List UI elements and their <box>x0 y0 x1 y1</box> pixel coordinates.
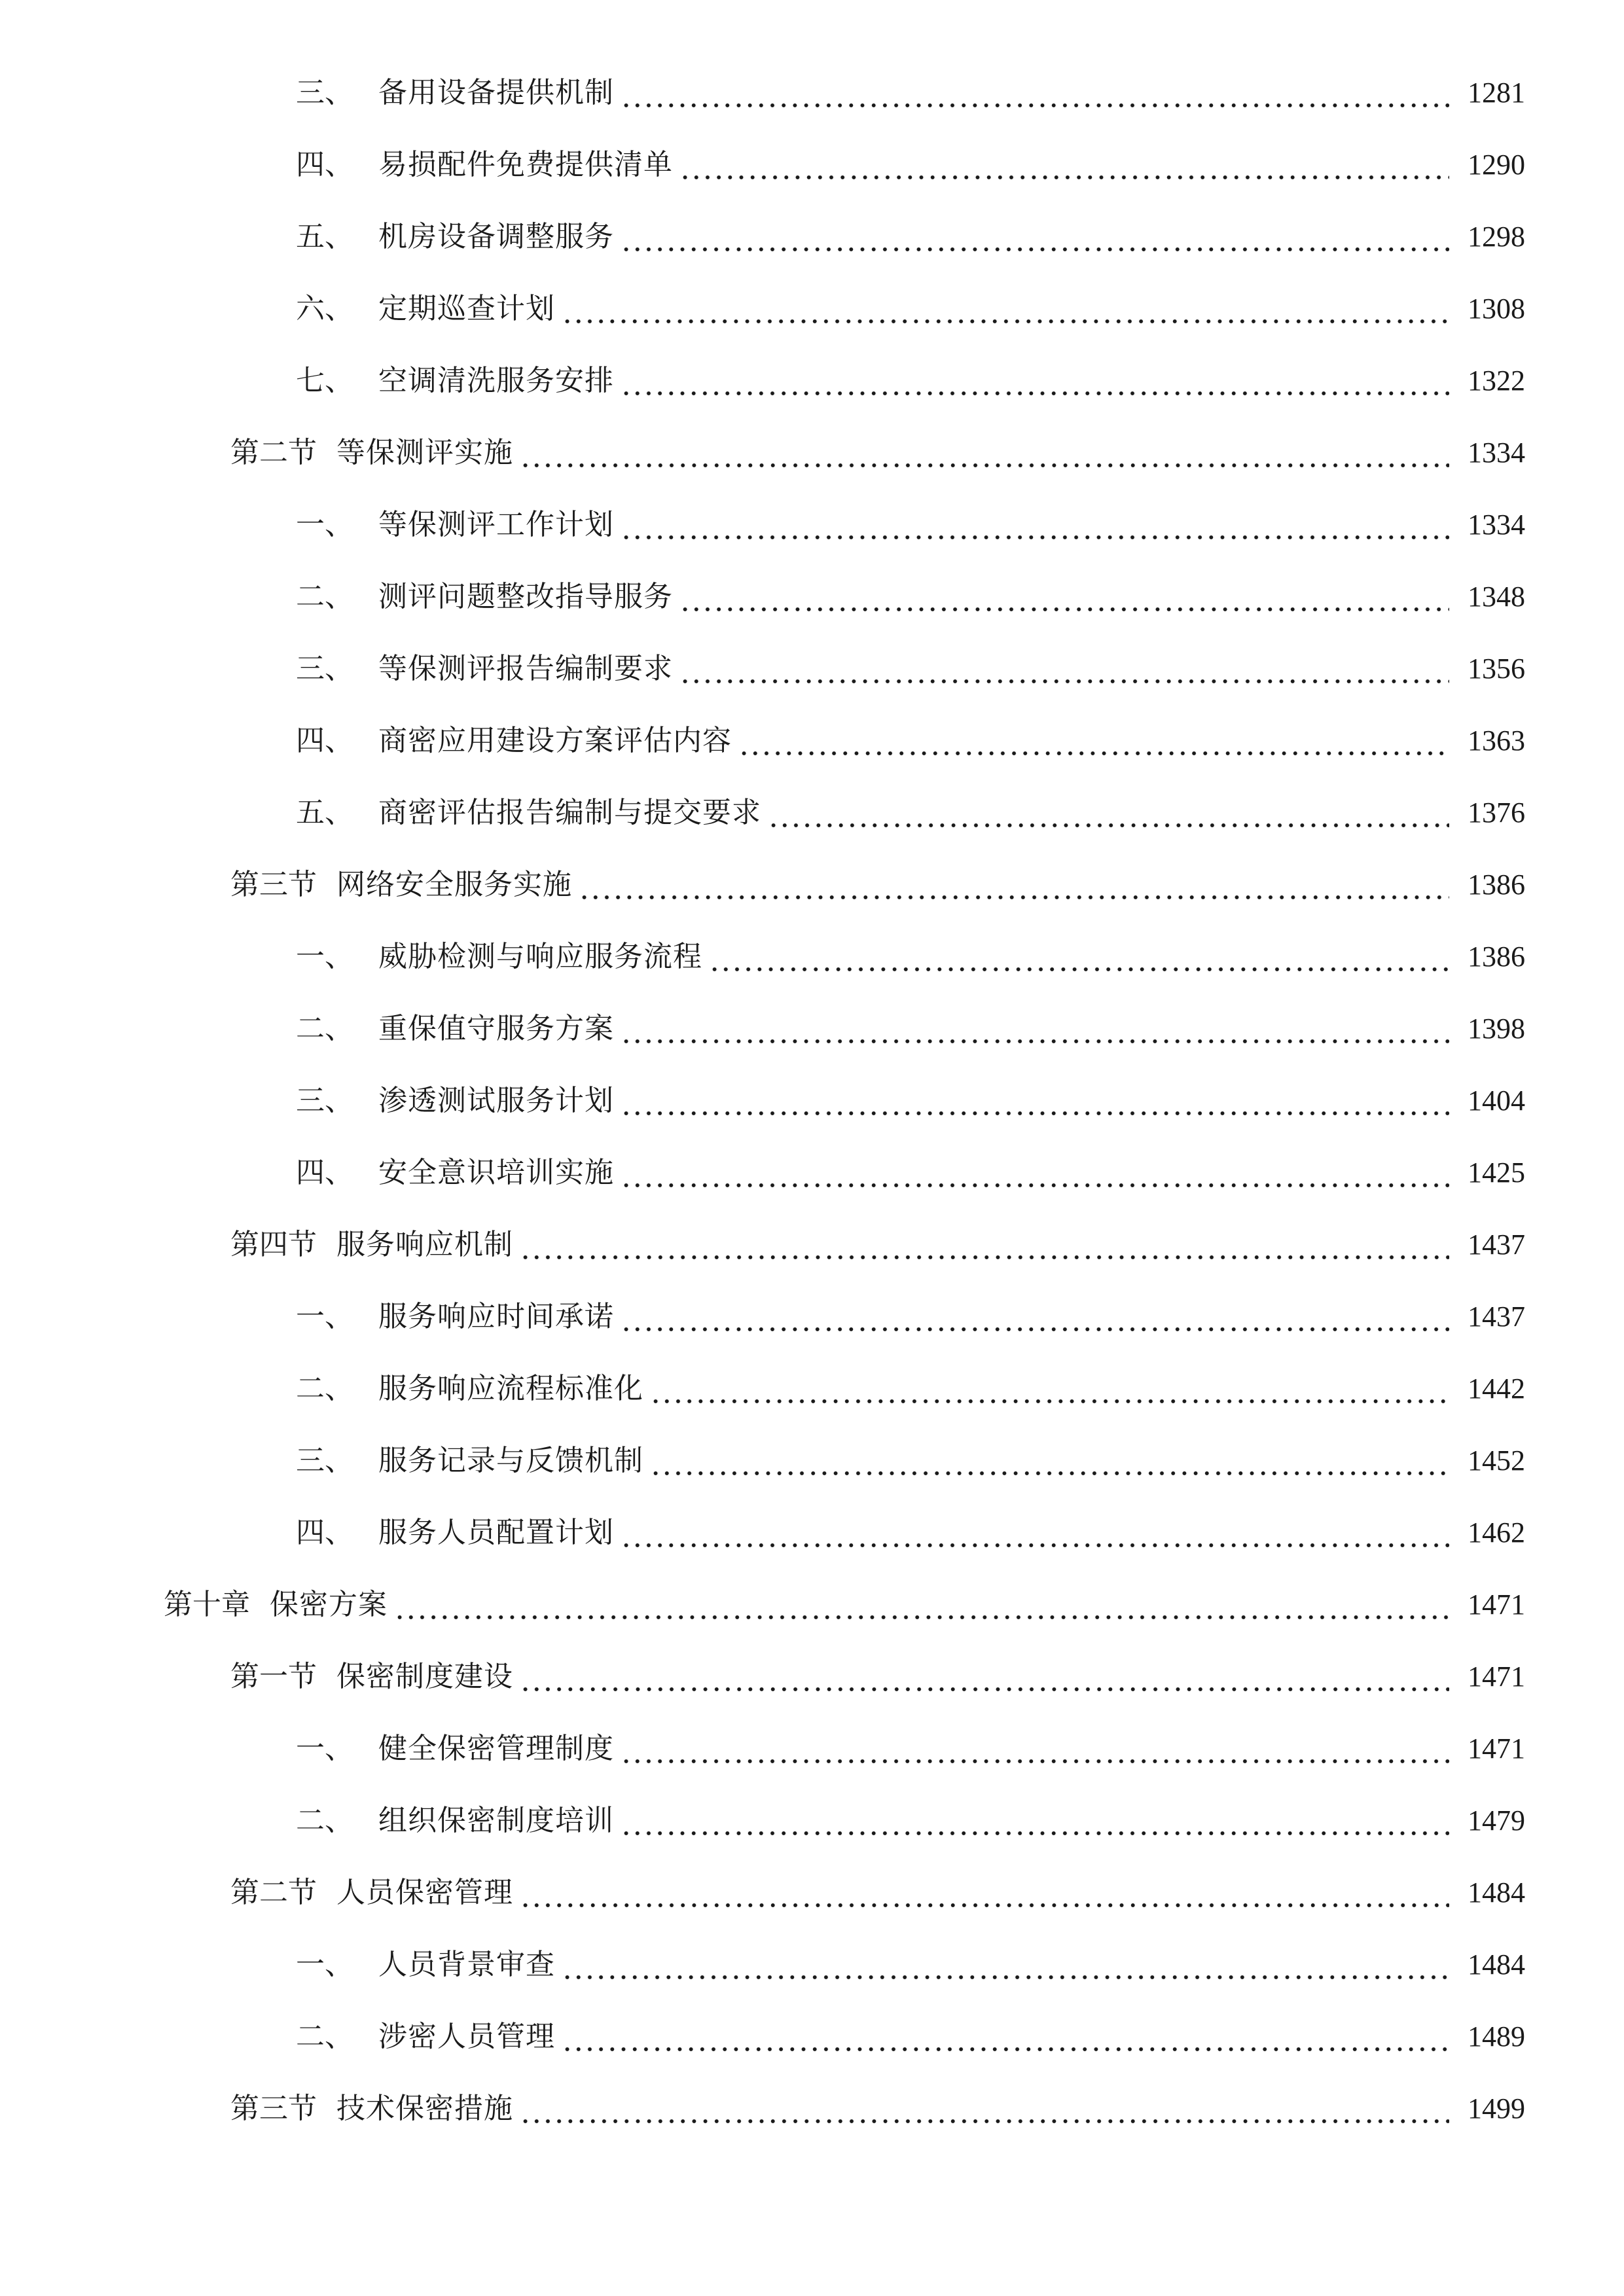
dot-leader <box>520 1219 1449 1271</box>
toc-entry-item[interactable] <box>296 139 1525 191</box>
toc-entry-page-number: 1471 <box>1468 1588 1525 1621</box>
toc-entry-title: 保密方案 <box>270 1588 388 1621</box>
toc-entry-title: 网络安全服务实施 <box>336 868 572 901</box>
toc-entry-section[interactable] <box>230 427 1525 479</box>
toc-entry-page-number: 1376 <box>1468 797 1525 829</box>
toc-entry-item[interactable] <box>296 787 1525 839</box>
dot-leader <box>709 931 1449 983</box>
toc-entry-title: 机房设备调整服务 <box>378 220 614 253</box>
toc-entry-number: 一、 <box>296 1732 353 1765</box>
toc-entry-page-number: 1290 <box>1468 149 1525 181</box>
toc-entry-number: 四、 <box>296 724 353 757</box>
toc-entry-item[interactable] <box>296 355 1525 407</box>
toc-entry-page-number: 1462 <box>1468 1516 1525 1549</box>
toc-entry-title: 人员背景审查 <box>378 1948 555 1981</box>
toc-entry-item[interactable] <box>296 643 1525 695</box>
toc-entry-item[interactable] <box>296 1003 1525 1055</box>
toc-entry-title: 安全意识培训实施 <box>378 1156 614 1189</box>
dot-leader <box>579 859 1449 911</box>
dot-leader <box>394 1579 1449 1631</box>
toc-entry-number: 一、 <box>296 1948 353 1981</box>
toc-entry-number: 一、 <box>296 940 353 973</box>
toc-entry-title: 等保测评实施 <box>336 436 513 469</box>
toc-entry-title: 人员保密管理 <box>336 1876 513 1909</box>
dot-leader <box>520 427 1449 479</box>
toc-entry-section[interactable] <box>230 1651 1525 1703</box>
toc-entry-number: 二、 <box>296 2020 353 2053</box>
toc-entry-page-number: 1322 <box>1468 365 1525 397</box>
toc-entry-page-number: 1334 <box>1468 437 1525 469</box>
dot-leader <box>562 2011 1449 2063</box>
toc-entry-title: 备用设备提供机制 <box>378 76 614 109</box>
toc-entry-title: 服务人员配置计划 <box>378 1516 614 1549</box>
toc-entry-number: 第三节 <box>230 868 317 901</box>
toc-entry-page-number: 1404 <box>1468 1085 1525 1117</box>
dot-leader <box>650 1435 1449 1487</box>
dot-leader <box>621 67 1449 119</box>
toc-entry-page-number: 1489 <box>1468 2020 1525 2053</box>
dot-leader <box>738 715 1449 767</box>
toc-entry-title: 测评问题整改指导服务 <box>378 580 673 613</box>
toc-entry-page-number: 1281 <box>1468 77 1525 109</box>
toc-entry-title: 等保测评报告编制要求 <box>378 652 673 685</box>
toc-entry-title: 重保值守服务方案 <box>378 1012 614 1045</box>
dot-leader <box>679 643 1449 695</box>
dot-leader <box>520 1651 1449 1703</box>
toc-entry-page-number: 1484 <box>1468 1948 1525 1981</box>
toc-entry-title: 服务响应机制 <box>336 1228 513 1261</box>
dot-leader <box>621 499 1449 551</box>
toc-entry-chapter[interactable] <box>164 1579 1525 1631</box>
toc-entry-number: 三、 <box>296 1084 353 1117</box>
toc-entry-number: 五、 <box>296 220 353 253</box>
toc-entry-number: 六、 <box>296 292 353 325</box>
toc-entry-page-number: 1334 <box>1468 509 1525 541</box>
toc-entry-item[interactable] <box>296 211 1525 263</box>
toc-entry-item[interactable] <box>296 1363 1525 1415</box>
toc-entry-page-number: 1471 <box>1468 1732 1525 1765</box>
toc-entry-item[interactable] <box>296 1939 1525 1991</box>
toc-entry-number: 一、 <box>296 508 353 541</box>
toc-entry-number: 四、 <box>296 1156 353 1189</box>
dot-leader <box>621 1507 1449 1559</box>
toc-entry-number: 第二节 <box>230 1876 317 1909</box>
toc-entry-number: 五、 <box>296 796 353 829</box>
toc-entry-number: 第四节 <box>230 1228 317 1261</box>
toc-entry-number: 二、 <box>296 580 353 613</box>
toc-entry-title: 健全保密管理制度 <box>378 1732 614 1765</box>
toc-entry-title: 技术保密措施 <box>336 2092 513 2125</box>
toc-entry-item[interactable] <box>296 283 1525 335</box>
toc-entry-title: 服务记录与反馈机制 <box>378 1444 643 1477</box>
toc-entry-page-number: 1386 <box>1468 869 1525 901</box>
toc-entry-title: 涉密人员管理 <box>378 2020 555 2053</box>
toc-entry-section[interactable] <box>230 1219 1525 1271</box>
toc-entry-page-number: 1356 <box>1468 653 1525 685</box>
toc-entry-page-number: 1363 <box>1468 725 1525 757</box>
toc-entry-number: 第三节 <box>230 2092 317 2125</box>
toc-entry-title: 商密应用建设方案评估内容 <box>378 724 732 757</box>
toc-entry-item[interactable] <box>296 715 1525 767</box>
toc-entry-number: 四、 <box>296 148 353 181</box>
toc-entry-page-number: 1442 <box>1468 1372 1525 1405</box>
dot-leader <box>621 1291 1449 1343</box>
toc-entry-item[interactable] <box>296 1291 1525 1343</box>
toc-entry-page-number: 1479 <box>1468 1804 1525 1837</box>
toc-entry-page-number: 1298 <box>1468 221 1525 253</box>
toc-entry-number: 第二节 <box>230 436 317 469</box>
toc-entry-page-number: 1471 <box>1468 1660 1525 1693</box>
toc-entry-title: 威胁检测与响应服务流程 <box>378 940 702 973</box>
toc-entry-number: 一、 <box>296 1300 353 1333</box>
toc-entry-title: 商密评估报告编制与提交要求 <box>378 796 761 829</box>
dot-leader <box>520 1867 1449 1919</box>
toc-entry-page-number: 1452 <box>1468 1444 1525 1477</box>
toc-entry-number: 三、 <box>296 1444 353 1477</box>
toc-entry-title: 等保测评工作计划 <box>378 508 614 541</box>
toc-entry-title: 易损配件免费提供清单 <box>378 148 673 181</box>
dot-leader <box>650 1363 1449 1415</box>
toc-entry-item[interactable] <box>296 1795 1525 1847</box>
toc-entry-number: 二、 <box>296 1012 353 1045</box>
toc-entry-item[interactable] <box>296 1507 1525 1559</box>
toc-entry-page-number: 1425 <box>1468 1157 1525 1189</box>
toc-entry-section[interactable] <box>230 859 1525 911</box>
toc-entry-title: 组织保密制度培训 <box>378 1804 614 1837</box>
toc-entry-number: 七、 <box>296 364 353 397</box>
toc-entry-item[interactable] <box>296 2011 1525 2063</box>
dot-leader <box>621 1723 1449 1775</box>
dot-leader <box>679 139 1449 191</box>
toc-entry-number: 第十章 <box>164 1588 250 1621</box>
toc-entry-number: 三、 <box>296 76 353 109</box>
toc-entry-page-number: 1308 <box>1468 293 1525 325</box>
toc-entry-number: 第一节 <box>230 1660 317 1693</box>
dot-leader <box>621 1795 1449 1847</box>
dot-leader <box>621 1075 1449 1127</box>
toc-entry-item[interactable] <box>296 1723 1525 1775</box>
dot-leader <box>679 571 1449 623</box>
toc-entry-item[interactable] <box>296 499 1525 551</box>
toc-entry-page-number: 1499 <box>1468 2092 1525 2125</box>
toc-entry-number: 二、 <box>296 1372 353 1405</box>
dot-leader <box>621 1147 1449 1199</box>
toc-entry-number: 二、 <box>296 1804 353 1837</box>
toc-entry-page-number: 1386 <box>1468 941 1525 973</box>
dot-leader <box>562 1939 1449 1991</box>
toc-entry-title: 空调清洗服务安排 <box>378 364 614 397</box>
dot-leader <box>621 355 1449 407</box>
toc-entry-title: 服务响应流程标准化 <box>378 1372 643 1405</box>
toc-entry-title: 渗透测试服务计划 <box>378 1084 614 1117</box>
toc-entry-page-number: 1348 <box>1468 581 1525 613</box>
toc-entry-title: 定期巡查计划 <box>378 292 555 325</box>
toc-entry-title: 服务响应时间承诺 <box>378 1300 614 1333</box>
toc-entry-number: 三、 <box>296 652 353 685</box>
toc-entry-item[interactable] <box>296 1147 1525 1199</box>
toc-entry-page-number: 1437 <box>1468 1300 1525 1333</box>
toc-entry-page-number: 1484 <box>1468 1876 1525 1909</box>
toc-entry-page-number: 1398 <box>1468 1013 1525 1045</box>
toc-entry-item[interactable] <box>296 571 1525 623</box>
toc-entry-item[interactable] <box>296 931 1525 983</box>
dot-leader <box>562 283 1449 335</box>
toc-entry-number: 四、 <box>296 1516 353 1549</box>
toc-entry-section[interactable] <box>230 2083 1525 2135</box>
toc-entry-page-number: 1437 <box>1468 1229 1525 1261</box>
toc-entry-section[interactable] <box>230 1867 1525 1919</box>
toc-entry-item[interactable] <box>296 67 1525 119</box>
toc-entry-item[interactable] <box>296 1435 1525 1487</box>
dot-leader <box>621 1003 1449 1055</box>
dot-leader <box>768 787 1449 839</box>
toc-entry-title: 保密制度建设 <box>336 1660 513 1693</box>
dot-leader <box>520 2083 1449 2135</box>
toc-entry-item[interactable] <box>296 1075 1525 1127</box>
dot-leader <box>621 211 1449 263</box>
